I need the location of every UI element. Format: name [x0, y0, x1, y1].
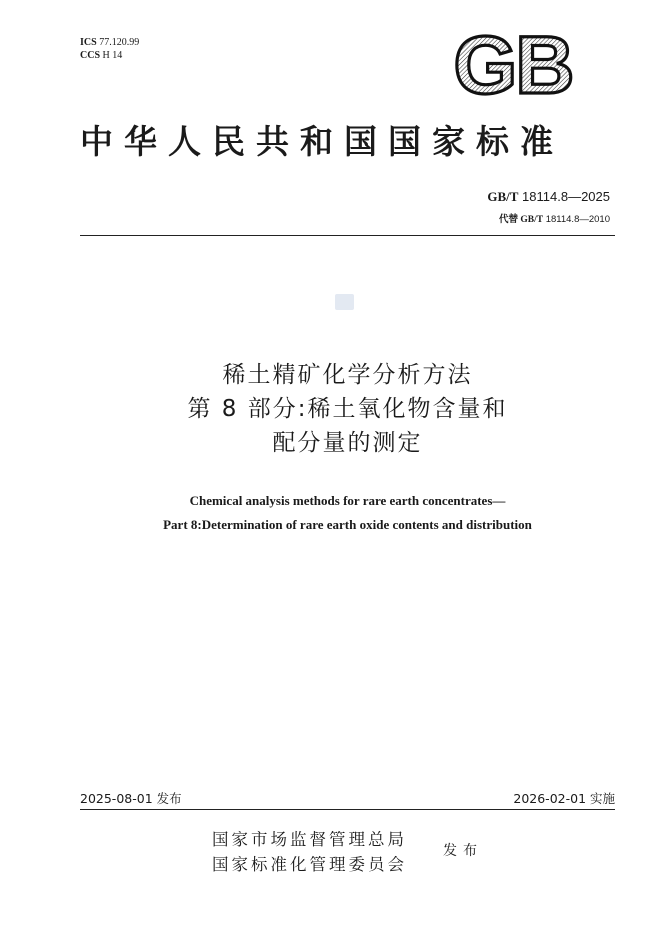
bottom-divider [80, 809, 615, 810]
publication-date: 2025-08-01 发布 [80, 791, 182, 806]
issuer-name: 国家标准化管理委员会 [212, 855, 407, 874]
replaces-code: 代替 GB/T 18114.8—2010 [499, 214, 610, 225]
english-title-line: Chemical analysis methods for rare earth concentrates— [189, 493, 506, 508]
english-title-line: Part 8:Determination of rare earth oxide contents and distribution [163, 517, 532, 532]
english-title [80, 489, 615, 537]
ccs-code: CCS H 14 [80, 50, 123, 61]
chinese-title [80, 358, 615, 460]
issuing-authorities [212, 827, 407, 877]
top-divider [80, 235, 615, 236]
standard-category-title: 中华人民共和国国家标准 [80, 122, 564, 161]
ics-ccs-block [80, 36, 139, 62]
implementation-date: 2026-02-01 实施 [513, 791, 615, 806]
chinese-title-line: 配分量的测定 [272, 430, 423, 456]
gb-logo-icon [448, 29, 578, 101]
watermark-stamp [335, 294, 354, 310]
standard-code: GB/T 18114.8—2025 [487, 189, 610, 204]
issuer-name: 国家市场监督管理总局 [212, 830, 407, 849]
chinese-title-line: 第 8 部分:稀土氧化物含量和 [187, 396, 508, 422]
chinese-title-line: 稀土精矿化学分析方法 [222, 362, 473, 388]
ics-code: ICS 77.120.99 [80, 37, 140, 48]
svg-text:GB: GB [453, 29, 573, 101]
issue-verb: 发布 [443, 843, 483, 859]
